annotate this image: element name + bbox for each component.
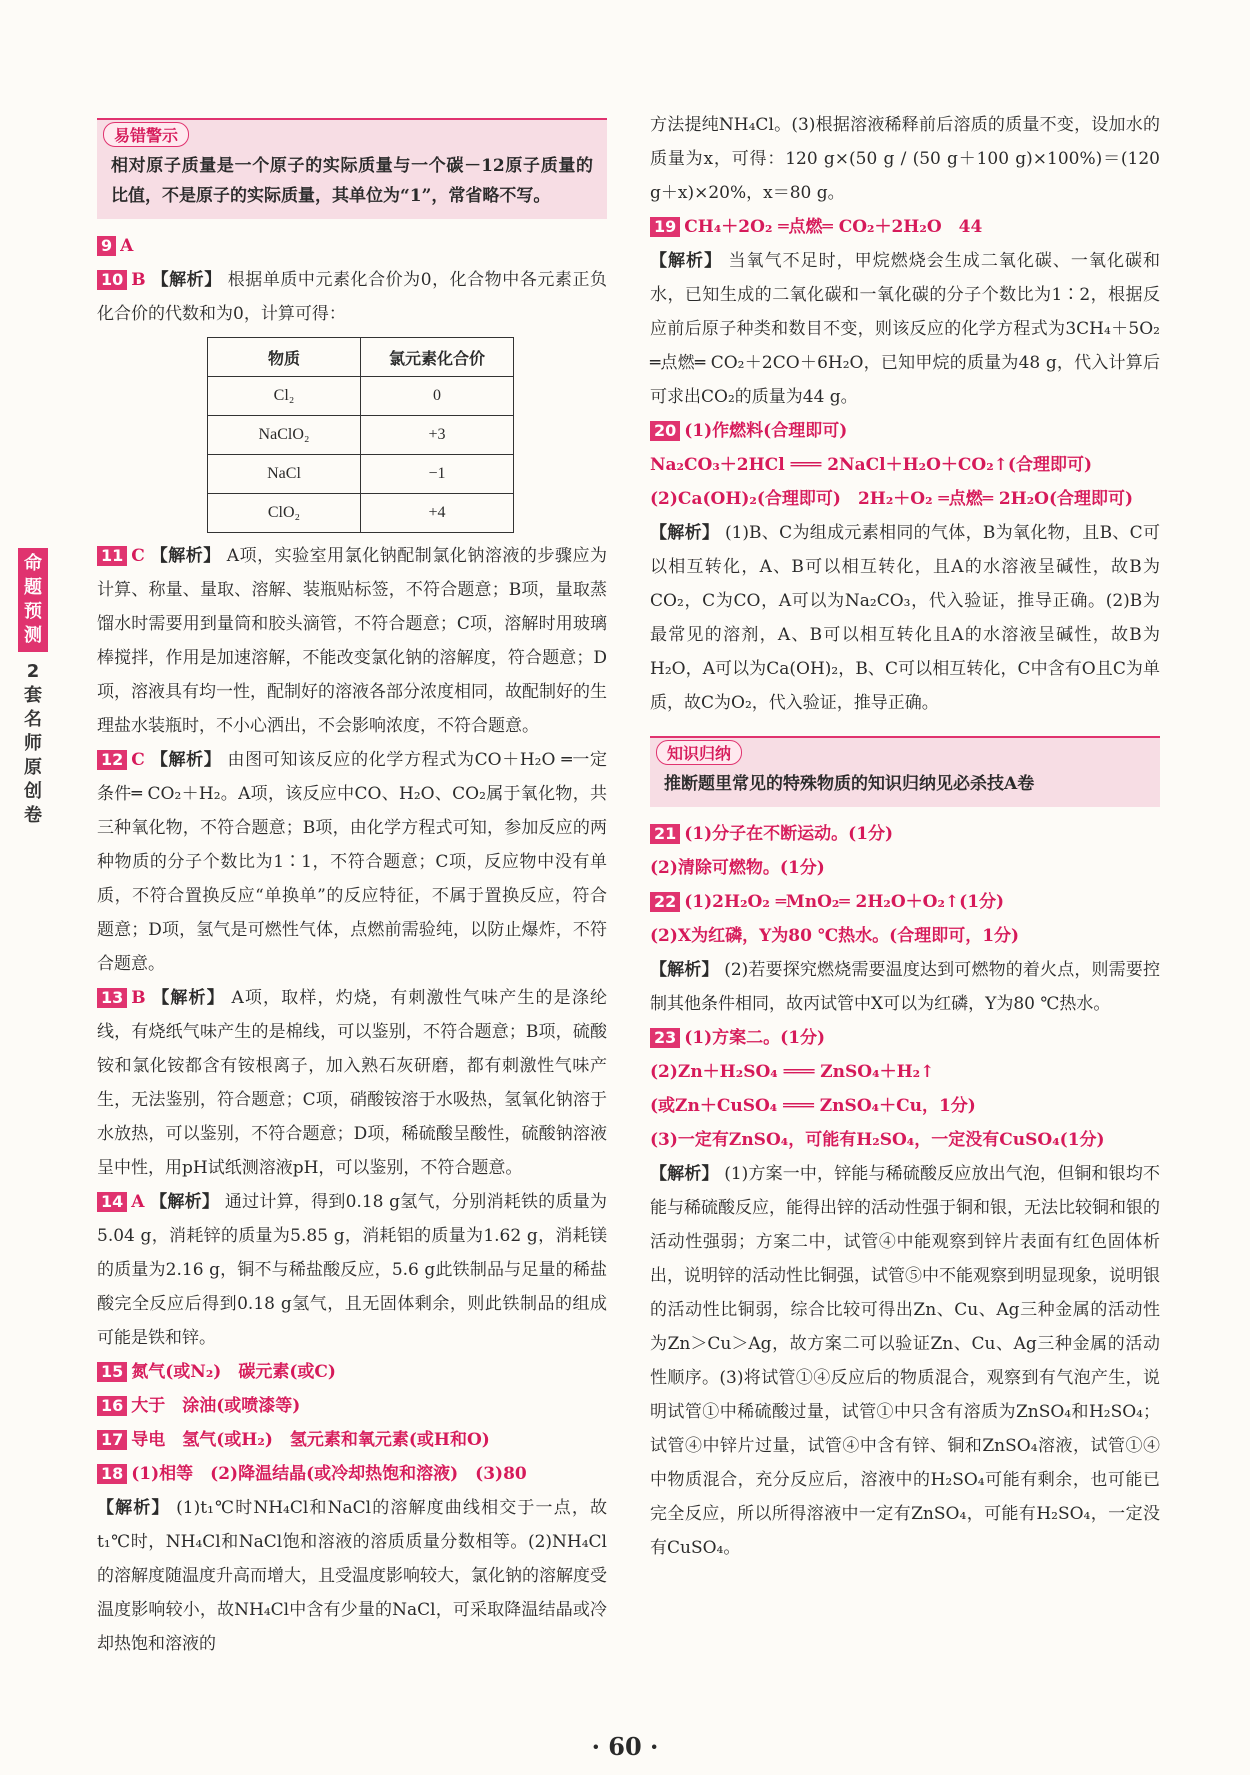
analysis-tag: 【解析】 xyxy=(650,523,720,543)
warning-text: 相对原子质量是一个原子的实际质量与一个碳－12原子质量的比值，不是原子的实际质量，其单位为“1”，常省略不写。 xyxy=(111,156,593,206)
table-cell: ClO₂ xyxy=(208,494,361,533)
table-cell: +4 xyxy=(361,494,514,533)
knowledge-text: 推断题里常见的特殊物质的知识归纳见必杀技A卷 xyxy=(664,774,1035,794)
answer-20-part2: (2)Ca(OH)₂(合理即可) 2H₂＋O₂ ═点燃═ 2H₂O(合理即可) xyxy=(650,489,1134,509)
answer-value: 导电 氢气(或H₂) 氢元素和氧元素(或H和O) xyxy=(131,1430,490,1450)
answer-value: (1)分子在不断运动。(1分) xyxy=(684,824,894,844)
answer-14 xyxy=(97,1185,607,1355)
sidebar-bottom: 2套名师原创卷 xyxy=(24,661,42,826)
analysis-text: (1)B、C为组成元素相同的气体，B为氧化物，且B、C可以相互转化，A、B可以相互转化，且A的水溶液呈碱性，故B为CO₂，C为CO，A可以为Na₂CO₃，代入验证，推导正确。(2)B为最常见的溶剂，A、B可以相互转化且A的水溶液呈碱性，故B为H₂O，A可以为Ca(OH)₂，B、C可以相互转化，C中含有O且C为单质，故C为O₂，代入验证，推导正确。 xyxy=(650,523,1161,713)
answer-23 xyxy=(650,1021,1160,1055)
question-number: 13 xyxy=(97,988,127,1008)
question-number: 22 xyxy=(650,892,680,912)
analysis-tag: 【解析】 xyxy=(150,750,222,770)
answer-10 xyxy=(97,263,607,331)
answer-17 xyxy=(97,1423,607,1457)
table-cell: 0 xyxy=(361,377,514,416)
analysis-18 xyxy=(97,1491,607,1661)
table-cell: −1 xyxy=(361,455,514,494)
table-cell: NaClO₂ xyxy=(208,416,361,455)
question-number: 17 xyxy=(97,1430,127,1450)
analysis-text: A项，取样，灼烧，有刺激性气味产生的是涤纶线，有烧纸气味产生的是棉线，可以鉴别，不符合题意；B项，硫酸铵和氯化铵都含有铵根离子，加入熟石灰研磨，都有刺激性气味产生，无法鉴别，符合题意；C项，硝酸铵溶于水吸热，氢氧化钠溶于水放热，可以鉴别，不符合题意；D项，稀硫酸呈酸性，硫酸钠溶液呈中性，用pH试纸测溶液pH，可以鉴别，不符合题意。 xyxy=(97,988,608,1178)
question-number: 18 xyxy=(97,1464,127,1484)
answer-value: B xyxy=(131,988,146,1008)
question-number: 20 xyxy=(650,421,680,441)
answer-12 xyxy=(97,743,607,981)
question-number: 19 xyxy=(650,217,680,237)
table-header: 氯元素化合价 xyxy=(361,338,514,377)
analysis-text: A项，实验室用氯化钠配制氯化钠溶液的步骤应为计算、称量、量取、溶解、装瓶贴标签，不符合题意；B项，量取蒸馏水时需要用到量筒和胶头滴管，不符合题意；C项，溶解时用玻璃棒搅拌，作用是加速溶解，不能改变氯化钠的溶解度，符合题意；D项，溶液具有均一性，配制好的溶液各部分浓度相同，故配制好的生理盐水装瓶时，不小心洒出，不会影响浓度，不符合题意。 xyxy=(97,546,608,736)
analysis-tag: 【解析】 xyxy=(150,1192,220,1212)
question-number: 15 xyxy=(97,1362,127,1382)
analysis-tag: 【解析】 xyxy=(650,960,719,980)
analysis-text: (1)t₁℃时NH₄Cl和NaCl的溶解度曲线相交于一点，故t₁℃时，NH₄Cl和NaCl饱和溶液的溶质质量分数相等。(2)NH₄Cl的溶解度随温度升高而增大，且受温度影响较大，氯化钠的溶解度受温度影响较小，故NH₄Cl中含有少量的NaCl，可采取降温结晶或冷却热饱和溶液的 xyxy=(97,1498,608,1654)
table-cell: Cl₂ xyxy=(208,377,361,416)
question-number: 11 xyxy=(97,546,127,566)
left-column xyxy=(97,108,607,1661)
analysis-22 xyxy=(650,953,1160,1021)
answer-18 xyxy=(97,1457,607,1491)
answer-value: (1)方案二。(1分) xyxy=(684,1028,826,1048)
question-number: 12 xyxy=(97,750,127,770)
answer-value: (1)2H₂O₂ ═MnO₂═ 2H₂O＋O₂↑(1分) xyxy=(684,892,1005,912)
answer-9 xyxy=(97,229,607,263)
answer-value: C xyxy=(131,546,145,566)
table-cell: NaCl xyxy=(208,455,361,494)
page-number: · 60 · xyxy=(591,1732,659,1761)
answer-23-part3: (3)一定有ZnSO₄，可能有H₂SO₄，一定没有CuSO₄(1分) xyxy=(650,1130,1105,1150)
analysis-20 xyxy=(650,516,1160,720)
analysis-tag: 【解析】 xyxy=(97,1498,170,1518)
analysis-23 xyxy=(650,1157,1160,1565)
warning-title: 易错警示 xyxy=(103,122,189,147)
analysis-text: 通过计算，得到0.18 g氢气，分别消耗铁的质量为5.04 g，消耗锌的质量为5.85 g，消耗铝的质量为1.62 g，消耗镁的质量为2.16 g，铜不与稀盐酸反应，5.6 g此铁制品与足量的稀盐酸完全反应后得到0.18 g氢气，且无固体剩余，则此铁制品的组成可能是铁和锌。 xyxy=(97,1192,608,1348)
table-header-row xyxy=(208,338,514,377)
answer-20 xyxy=(650,414,1160,448)
answer-value: A xyxy=(120,236,134,256)
knowledge-title: 知识归纳 xyxy=(656,740,742,765)
answer-21 xyxy=(650,817,1160,851)
table-cell: +3 xyxy=(361,416,514,455)
answer-22-part2: (2)X为红磷，Y为80 ℃热水。(合理即可，1分) xyxy=(650,926,1020,946)
right-column xyxy=(650,108,1160,1565)
answer-value: C xyxy=(131,750,145,770)
analysis-tag: 【解析】 xyxy=(650,1164,719,1184)
analysis-text: (1)方案一中，锌能与稀硫酸反应放出气泡，但铜和银均不能与稀硫酸反应，能得出锌的活动性强于铜和银，无法比较铜和银的活动性强弱；方案二中，试管④中能观察到锌片表面有红色固体析出，说明锌的活动性比铜强，试管⑤中不能观察到明显现象，说明银的活动性比铜弱，综合比较可得出Zn、Cu、Ag三种金属的活动性为Zn＞Cu＞Ag，故方案二可以验证Zn、Cu、Ag三种金属的活动性顺序。(3)将试管①④反应后的物质混合，观察到有气泡产生，说明试管①中稀硫酸过量，试管①中只含有溶质为ZnSO₄和H₂SO₄；试管④中锌片过量，试管④中含有锌、铜和ZnSO₄溶液，试管①④中物质混合，充分反应后，溶液中的H₂SO₄可能有剩余，也可能已完全反应，所以所得溶液中一定有ZnSO₄，可能有H₂SO₄，一定没有CuSO₄。 xyxy=(650,1164,1160,1558)
answer-13 xyxy=(97,981,607,1185)
analysis-text: 由图可知该反应的化学方程式为CO＋H₂O ═一定条件═ CO₂＋H₂。A项，该反应中CO、H₂O、CO₂属于氧化物，共三种氧化物，不符合题意；B项，由化学方程式可知，参加反应的两种物质的分子个数比为1∶1，不符合题意；C项，反应物中没有单质，不符合置换反应“单换单”的反应特征，不属于置换反应，符合题意；D项，氢气是可燃性气体，点燃前需验纯，以防止爆炸，不符合题意。 xyxy=(97,750,608,974)
table-row xyxy=(208,455,514,494)
analysis-text: (2)若要探究燃烧需要温度达到可燃物的着火点，则需要控制其他条件相同，故丙试管中X可以为红磷，Y为80 ℃热水。 xyxy=(650,960,1160,1014)
analysis-tag: 【解析】 xyxy=(650,251,723,271)
answer-value: 氮气(或N₂) 碳元素(或C) xyxy=(131,1362,336,1382)
answer-16 xyxy=(97,1389,607,1423)
answer-23-part2b: (或Zn＋CuSO₄ ═══ ZnSO₄＋Cu，1分) xyxy=(650,1096,976,1116)
analysis-text: 当氧气不足时，甲烷燃烧会生成二氧化碳、一氧化碳和水，已知生成的二氧化碳和一氧化碳的分子个数比为1∶2，根据反应前后原子种类和数目不变，则该反应的化学方程式为3CH₄＋5O₂ ═点燃═ CO₂＋2CO＋6H₂O，已知甲烷的质量为48 g，代入计算后可求出CO₂的质量为44 g。 xyxy=(650,251,1161,407)
answer-value: CH₄＋2O₂ ═点燃═ CO₂＋2H₂O 44 xyxy=(684,217,983,237)
answer-11 xyxy=(97,539,607,743)
table-row xyxy=(208,377,514,416)
answer-value: 大于 涂油(或喷漆等) xyxy=(131,1396,301,1416)
table-row xyxy=(208,494,514,533)
question-number: 14 xyxy=(97,1192,127,1212)
answer-20-equation: Na₂CO₃＋2HCl ═══ 2NaCl＋H₂O＋CO₂↑(合理即可) xyxy=(650,455,1093,475)
analysis-19 xyxy=(650,244,1160,414)
answer-15 xyxy=(97,1355,607,1389)
analysis-tag: 【解析】 xyxy=(152,988,225,1008)
analysis-18-continued: 方法提纯NH₄Cl。(3)根据溶液稀释前后溶质的质量不变，设加水的质量为x，可得：120 g×(50 g / (50 g＋100 g)×100%)＝(120 g＋x)×20%，x＝80 g。 xyxy=(650,115,1160,203)
knowledge-box xyxy=(650,736,1160,807)
question-number: 9 xyxy=(97,236,116,256)
answer-22 xyxy=(650,885,1160,919)
warning-box xyxy=(97,118,607,219)
answer-21-part2: (2)清除可燃物。(1分) xyxy=(650,858,825,878)
sidebar-label xyxy=(18,548,48,828)
answer-19 xyxy=(650,210,1160,244)
question-number: 21 xyxy=(650,824,680,844)
table-row xyxy=(208,416,514,455)
sidebar-top: 命题预测 xyxy=(18,548,48,652)
answer-23-part2: (2)Zn＋H₂SO₄ ═══ ZnSO₄＋H₂↑ xyxy=(650,1062,935,1082)
analysis-tag: 【解析】 xyxy=(150,546,221,566)
valence-table xyxy=(207,337,514,533)
table-header: 物质 xyxy=(208,338,361,377)
question-number: 23 xyxy=(650,1028,680,1048)
answer-value: B xyxy=(131,270,146,290)
answer-value: (1)相等 (2)降温结晶(或冷却热饱和溶液) (3)80 xyxy=(131,1464,527,1484)
question-number: 16 xyxy=(97,1396,127,1416)
answer-value: (1)作燃料(合理即可) xyxy=(684,421,848,441)
analysis-text: 根据单质中元素化合价为0，化合物中各元素正负化合价的代数和为0，计算可得： xyxy=(97,270,607,324)
analysis-tag: 【解析】 xyxy=(151,270,222,290)
answer-value: A xyxy=(131,1192,145,1212)
question-number: 10 xyxy=(97,270,127,290)
